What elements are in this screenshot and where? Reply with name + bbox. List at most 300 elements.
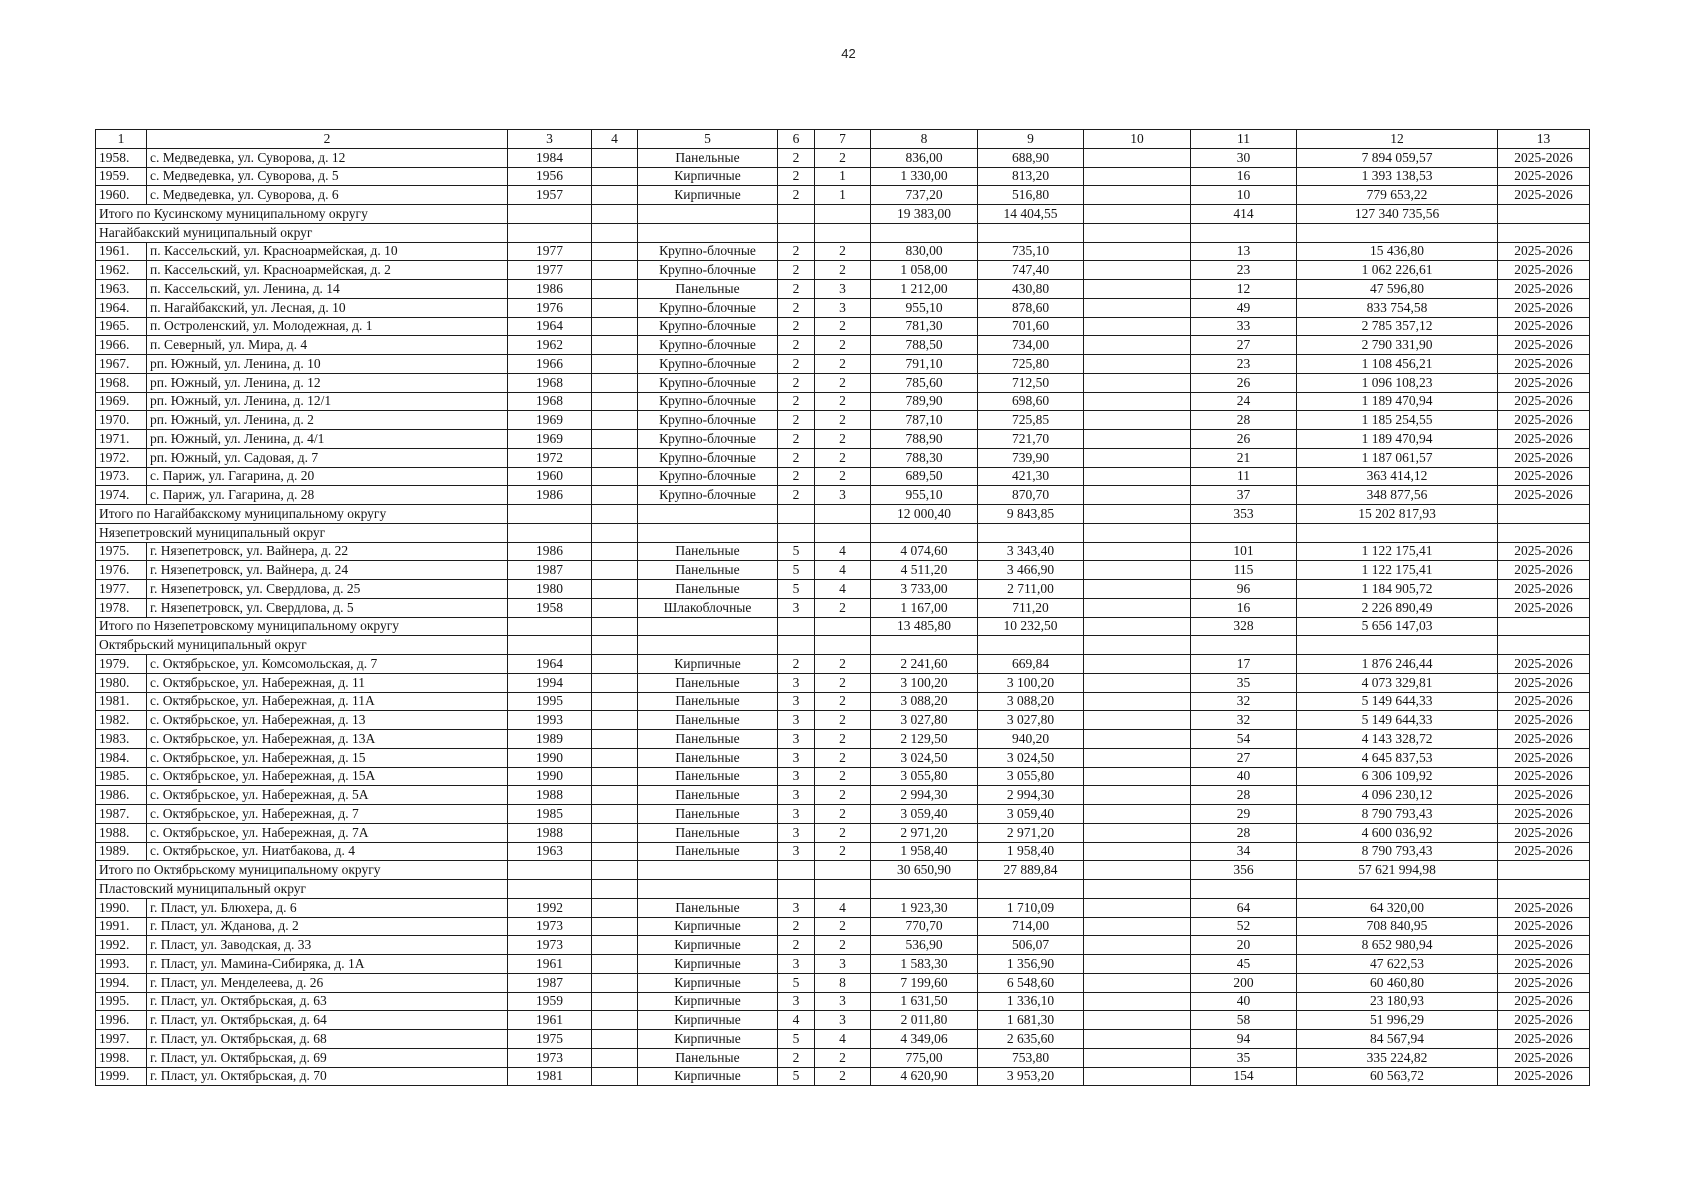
address-cell: п. Кассельский, ул. Красноармейская, д. 2 bbox=[147, 261, 508, 280]
table-row bbox=[96, 486, 1590, 505]
empty-cell bbox=[1191, 636, 1297, 655]
row-number-cell: 1976. bbox=[96, 561, 147, 580]
floors-cell: 2 bbox=[778, 392, 815, 411]
cost-cell: 8 790 793,43 bbox=[1297, 842, 1498, 861]
empty-cell bbox=[592, 373, 638, 392]
living-area-cell: 735,10 bbox=[978, 242, 1084, 261]
cost-cell: 2 226 890,49 bbox=[1297, 598, 1498, 617]
cost-cell: 5 149 644,33 bbox=[1297, 711, 1498, 730]
empty-cell bbox=[1084, 280, 1191, 299]
empty-cell bbox=[1498, 205, 1590, 224]
cost-cell: 1 187 061,57 bbox=[1297, 448, 1498, 467]
subtotal-row bbox=[96, 861, 1590, 880]
column-number-cell: 7 bbox=[815, 130, 871, 149]
wall-material-cell: Панельные bbox=[638, 748, 778, 767]
address-cell: с. Октябрьское, ул. Набережная, д. 7А bbox=[147, 823, 508, 842]
year-built-cell: 1987 bbox=[508, 973, 592, 992]
residents-cell: 28 bbox=[1191, 786, 1297, 805]
living-area-cell: 3 100,20 bbox=[978, 673, 1084, 692]
row-number-cell: 1968. bbox=[96, 373, 147, 392]
repair-period-cell: 2025-2026 bbox=[1498, 392, 1590, 411]
total-area-cell: 830,00 bbox=[871, 242, 978, 261]
total-area-cell: 788,30 bbox=[871, 448, 978, 467]
cost-cell: 4 073 329,81 bbox=[1297, 673, 1498, 692]
address-cell: с. Октябрьское, ул. Набережная, д. 13 bbox=[147, 711, 508, 730]
empty-cell bbox=[592, 317, 638, 336]
wall-material-cell: Кирпичные bbox=[638, 655, 778, 674]
empty-cell bbox=[1084, 411, 1191, 430]
living-area-cell: 1 958,40 bbox=[978, 842, 1084, 861]
row-number-cell: 1988. bbox=[96, 823, 147, 842]
empty-cell bbox=[592, 580, 638, 599]
address-cell: г. Нязепетровск, ул. Вайнера, д. 24 bbox=[147, 561, 508, 580]
empty-cell bbox=[592, 261, 638, 280]
year-built-cell: 1961 bbox=[508, 955, 592, 974]
year-built-cell: 1990 bbox=[508, 748, 592, 767]
year-built-cell: 1994 bbox=[508, 673, 592, 692]
year-built-cell: 1986 bbox=[508, 542, 592, 561]
column-number-cell: 2 bbox=[147, 130, 508, 149]
residents-cell: 10 bbox=[1191, 186, 1297, 205]
wall-material-cell: Крупно-блочные bbox=[638, 392, 778, 411]
floors-cell: 2 bbox=[778, 411, 815, 430]
empty-cell bbox=[778, 205, 815, 224]
repair-period-cell: 2025-2026 bbox=[1498, 280, 1590, 299]
table-row bbox=[96, 992, 1590, 1011]
cost-cell: 23 180,93 bbox=[1297, 992, 1498, 1011]
year-built-cell: 1964 bbox=[508, 317, 592, 336]
repair-period-cell: 2025-2026 bbox=[1498, 317, 1590, 336]
repair-period-cell: 2025-2026 bbox=[1498, 261, 1590, 280]
year-built-cell: 1981 bbox=[508, 1067, 592, 1086]
total-area-cell: 789,90 bbox=[871, 392, 978, 411]
table-row bbox=[96, 373, 1590, 392]
empty-cell bbox=[508, 205, 592, 224]
empty-cell bbox=[1191, 223, 1297, 242]
cost-cell: 1 096 108,23 bbox=[1297, 373, 1498, 392]
empty-cell bbox=[1297, 880, 1498, 899]
table-row bbox=[96, 148, 1590, 167]
total-area-cell: 4 511,20 bbox=[871, 561, 978, 580]
floors-cell: 2 bbox=[778, 917, 815, 936]
floors-cell: 5 bbox=[778, 973, 815, 992]
year-built-cell: 1961 bbox=[508, 1011, 592, 1030]
cost-cell: 4 645 837,53 bbox=[1297, 748, 1498, 767]
empty-cell bbox=[1084, 523, 1191, 542]
empty-cell bbox=[978, 523, 1084, 542]
empty-cell bbox=[871, 880, 978, 899]
address-cell: с. Медведевка, ул. Суворова, д. 12 bbox=[147, 148, 508, 167]
empty-cell bbox=[592, 842, 638, 861]
total-area-cell: 836,00 bbox=[871, 148, 978, 167]
entrances-cell: 2 bbox=[815, 673, 871, 692]
subtotal-cost-cell: 127 340 735,56 bbox=[1297, 205, 1498, 224]
empty-cell bbox=[1084, 223, 1191, 242]
entrances-cell: 2 bbox=[815, 767, 871, 786]
empty-cell bbox=[1084, 692, 1191, 711]
table-row bbox=[96, 767, 1590, 786]
floors-cell: 2 bbox=[778, 167, 815, 186]
residents-cell: 28 bbox=[1191, 411, 1297, 430]
floors-cell: 2 bbox=[778, 1048, 815, 1067]
wall-material-cell: Панельные bbox=[638, 898, 778, 917]
entrances-cell: 2 bbox=[815, 148, 871, 167]
wall-material-cell: Крупно-блочные bbox=[638, 486, 778, 505]
residents-cell: 12 bbox=[1191, 280, 1297, 299]
empty-cell bbox=[592, 973, 638, 992]
floors-cell: 5 bbox=[778, 1067, 815, 1086]
address-cell: рп. Южный, ул. Ленина, д. 2 bbox=[147, 411, 508, 430]
residents-cell: 94 bbox=[1191, 1030, 1297, 1049]
entrances-cell: 3 bbox=[815, 955, 871, 974]
floors-cell: 2 bbox=[778, 355, 815, 374]
table-row bbox=[96, 748, 1590, 767]
address-cell: г. Пласт, ул. Жданова, д. 2 bbox=[147, 917, 508, 936]
empty-cell bbox=[1191, 523, 1297, 542]
total-area-cell: 787,10 bbox=[871, 411, 978, 430]
row-number-cell: 1993. bbox=[96, 955, 147, 974]
year-built-cell: 1973 bbox=[508, 936, 592, 955]
row-number-cell: 1970. bbox=[96, 411, 147, 430]
address-cell: г. Пласт, ул. Октябрьская, д. 63 bbox=[147, 992, 508, 1011]
year-built-cell: 1962 bbox=[508, 336, 592, 355]
living-area-cell: 6 548,60 bbox=[978, 973, 1084, 992]
empty-cell bbox=[592, 430, 638, 449]
program-table-body bbox=[96, 130, 1590, 1086]
table-row bbox=[96, 655, 1590, 674]
living-area-cell: 3 343,40 bbox=[978, 542, 1084, 561]
subtotal-row bbox=[96, 205, 1590, 224]
empty-cell bbox=[1084, 242, 1191, 261]
section-title: Нязепетровский муниципальный округ bbox=[96, 523, 508, 542]
empty-cell bbox=[592, 486, 638, 505]
subtotal-residents-cell: 414 bbox=[1191, 205, 1297, 224]
entrances-cell: 2 bbox=[815, 786, 871, 805]
total-area-cell: 1 212,00 bbox=[871, 280, 978, 299]
row-number-cell: 1986. bbox=[96, 786, 147, 805]
column-number-cell: 12 bbox=[1297, 130, 1498, 149]
empty-cell bbox=[592, 242, 638, 261]
empty-cell bbox=[592, 598, 638, 617]
empty-cell bbox=[592, 767, 638, 786]
address-cell: г. Нязепетровск, ул. Вайнера, д. 22 bbox=[147, 542, 508, 561]
table-row bbox=[96, 242, 1590, 261]
living-area-cell: 3 953,20 bbox=[978, 1067, 1084, 1086]
total-area-cell: 3 088,20 bbox=[871, 692, 978, 711]
empty-cell bbox=[1084, 205, 1191, 224]
row-number-cell: 1995. bbox=[96, 992, 147, 1011]
empty-cell bbox=[815, 205, 871, 224]
entrances-cell: 3 bbox=[815, 280, 871, 299]
empty-cell bbox=[638, 617, 778, 636]
repair-period-cell: 2025-2026 bbox=[1498, 1030, 1590, 1049]
floors-cell: 2 bbox=[778, 655, 815, 674]
repair-period-cell: 2025-2026 bbox=[1498, 917, 1590, 936]
living-area-cell: 2 971,20 bbox=[978, 823, 1084, 842]
residents-cell: 20 bbox=[1191, 936, 1297, 955]
address-cell: с. Октябрьское, ул. Набережная, д. 11 bbox=[147, 673, 508, 692]
total-area-cell: 955,10 bbox=[871, 486, 978, 505]
year-built-cell: 1969 bbox=[508, 411, 592, 430]
living-area-cell: 430,80 bbox=[978, 280, 1084, 299]
entrances-cell: 2 bbox=[815, 936, 871, 955]
subtotal-row bbox=[96, 505, 1590, 524]
subtotal-total-area-cell: 13 485,80 bbox=[871, 617, 978, 636]
repair-period-cell: 2025-2026 bbox=[1498, 692, 1590, 711]
column-number-cell: 13 bbox=[1498, 130, 1590, 149]
empty-cell bbox=[592, 655, 638, 674]
table-row bbox=[96, 317, 1590, 336]
empty-cell bbox=[1084, 373, 1191, 392]
empty-cell bbox=[638, 205, 778, 224]
row-number-cell: 1958. bbox=[96, 148, 147, 167]
cost-cell: 64 320,00 bbox=[1297, 898, 1498, 917]
empty-cell bbox=[592, 561, 638, 580]
repair-period-cell: 2025-2026 bbox=[1498, 711, 1590, 730]
address-cell: рп. Южный, ул. Ленина, д. 4/1 bbox=[147, 430, 508, 449]
entrances-cell: 2 bbox=[815, 411, 871, 430]
year-built-cell: 1987 bbox=[508, 561, 592, 580]
floors-cell: 2 bbox=[778, 242, 815, 261]
table-row bbox=[96, 1011, 1590, 1030]
section-header-row bbox=[96, 636, 1590, 655]
total-area-cell: 3 027,80 bbox=[871, 711, 978, 730]
empty-cell bbox=[1084, 1011, 1191, 1030]
year-built-cell: 1992 bbox=[508, 898, 592, 917]
row-number-cell: 1994. bbox=[96, 973, 147, 992]
cost-cell: 708 840,95 bbox=[1297, 917, 1498, 936]
cost-cell: 84 567,94 bbox=[1297, 1030, 1498, 1049]
subtotal-cost-cell: 15 202 817,93 bbox=[1297, 505, 1498, 524]
empty-cell bbox=[778, 617, 815, 636]
entrances-cell: 2 bbox=[815, 598, 871, 617]
entrances-cell: 4 bbox=[815, 1030, 871, 1049]
wall-material-cell: Кирпичные bbox=[638, 167, 778, 186]
address-cell: г. Пласт, ул. Блюхера, д. 6 bbox=[147, 898, 508, 917]
living-area-cell: 2 994,30 bbox=[978, 786, 1084, 805]
wall-material-cell: Кирпичные bbox=[638, 1030, 778, 1049]
address-cell: рп. Южный, ул. Садовая, д. 7 bbox=[147, 448, 508, 467]
living-area-cell: 2 711,00 bbox=[978, 580, 1084, 599]
cost-cell: 1 122 175,41 bbox=[1297, 542, 1498, 561]
address-cell: с. Октябрьское, ул. Набережная, д. 11А bbox=[147, 692, 508, 711]
total-area-cell: 1 058,00 bbox=[871, 261, 978, 280]
wall-material-cell: Панельные bbox=[638, 1048, 778, 1067]
table-row bbox=[96, 580, 1590, 599]
wall-material-cell: Панельные bbox=[638, 711, 778, 730]
empty-cell bbox=[508, 223, 592, 242]
wall-material-cell: Панельные bbox=[638, 561, 778, 580]
address-cell: с. Октябрьское, ул. Набережная, д. 7 bbox=[147, 805, 508, 824]
entrances-cell: 2 bbox=[815, 711, 871, 730]
empty-cell bbox=[508, 523, 592, 542]
address-cell: п. Северный, ул. Мира, д. 4 bbox=[147, 336, 508, 355]
total-area-cell: 1 583,30 bbox=[871, 955, 978, 974]
wall-material-cell: Крупно-блочные bbox=[638, 242, 778, 261]
empty-cell bbox=[1084, 673, 1191, 692]
total-area-cell: 770,70 bbox=[871, 917, 978, 936]
living-area-cell: 1 710,09 bbox=[978, 898, 1084, 917]
cost-cell: 1 876 246,44 bbox=[1297, 655, 1498, 674]
residents-cell: 45 bbox=[1191, 955, 1297, 974]
entrances-cell: 4 bbox=[815, 542, 871, 561]
living-area-cell: 1 336,10 bbox=[978, 992, 1084, 1011]
empty-cell bbox=[1498, 636, 1590, 655]
page-number: 42 bbox=[841, 46, 856, 61]
entrances-cell: 3 bbox=[815, 298, 871, 317]
repair-period-cell: 2025-2026 bbox=[1498, 167, 1590, 186]
entrances-cell: 3 bbox=[815, 1011, 871, 1030]
empty-cell bbox=[1498, 617, 1590, 636]
section-header-row bbox=[96, 523, 1590, 542]
entrances-cell: 2 bbox=[815, 392, 871, 411]
address-cell: п. Остроленский, ул. Молодежная, д. 1 bbox=[147, 317, 508, 336]
entrances-cell: 4 bbox=[815, 898, 871, 917]
entrances-cell: 2 bbox=[815, 373, 871, 392]
repair-period-cell: 2025-2026 bbox=[1498, 486, 1590, 505]
living-area-cell: 1 356,90 bbox=[978, 955, 1084, 974]
cost-cell: 5 149 644,33 bbox=[1297, 692, 1498, 711]
empty-cell bbox=[1084, 317, 1191, 336]
row-number-cell: 1977. bbox=[96, 580, 147, 599]
empty-cell bbox=[1084, 186, 1191, 205]
empty-cell bbox=[1084, 430, 1191, 449]
empty-cell bbox=[1084, 917, 1191, 936]
cost-cell: 4 143 328,72 bbox=[1297, 730, 1498, 749]
floors-cell: 2 bbox=[778, 280, 815, 299]
repair-period-cell: 2025-2026 bbox=[1498, 1067, 1590, 1086]
empty-cell bbox=[1084, 636, 1191, 655]
empty-cell bbox=[1084, 730, 1191, 749]
repair-period-cell: 2025-2026 bbox=[1498, 373, 1590, 392]
address-cell: г. Пласт, ул. Октябрьская, д. 69 bbox=[147, 1048, 508, 1067]
address-cell: с. Октябрьское, ул. Набережная, д. 15 bbox=[147, 748, 508, 767]
floors-cell: 3 bbox=[778, 748, 815, 767]
row-number-cell: 1975. bbox=[96, 542, 147, 561]
address-cell: с. Октябрьское, ул. Набережная, д. 15А bbox=[147, 767, 508, 786]
table-row bbox=[96, 936, 1590, 955]
residents-cell: 40 bbox=[1191, 992, 1297, 1011]
residents-cell: 32 bbox=[1191, 711, 1297, 730]
total-area-cell: 955,10 bbox=[871, 298, 978, 317]
empty-cell bbox=[592, 898, 638, 917]
total-area-cell: 689,50 bbox=[871, 467, 978, 486]
wall-material-cell: Крупно-блочные bbox=[638, 261, 778, 280]
total-area-cell: 4 074,60 bbox=[871, 542, 978, 561]
table-row bbox=[96, 673, 1590, 692]
entrances-cell: 2 bbox=[815, 1067, 871, 1086]
empty-cell bbox=[592, 748, 638, 767]
total-area-cell: 3 024,50 bbox=[871, 748, 978, 767]
cost-cell: 1 185 254,55 bbox=[1297, 411, 1498, 430]
entrances-cell: 4 bbox=[815, 580, 871, 599]
empty-cell bbox=[1297, 636, 1498, 655]
floors-cell: 5 bbox=[778, 561, 815, 580]
living-area-cell: 725,85 bbox=[978, 411, 1084, 430]
total-area-cell: 2 994,30 bbox=[871, 786, 978, 805]
cost-cell: 363 414,12 bbox=[1297, 467, 1498, 486]
residents-cell: 26 bbox=[1191, 373, 1297, 392]
year-built-cell: 1984 bbox=[508, 148, 592, 167]
column-number-cell: 8 bbox=[871, 130, 978, 149]
entrances-cell: 2 bbox=[815, 823, 871, 842]
entrances-cell: 2 bbox=[815, 242, 871, 261]
subtotal-label: Итого по Нязепетровскому муниципальному округу bbox=[96, 617, 508, 636]
residents-cell: 35 bbox=[1191, 1048, 1297, 1067]
empty-cell bbox=[815, 861, 871, 880]
row-number-cell: 1997. bbox=[96, 1030, 147, 1049]
section-header-row bbox=[96, 223, 1590, 242]
column-number-cell: 1 bbox=[96, 130, 147, 149]
wall-material-cell: Панельные bbox=[638, 786, 778, 805]
section-header-row bbox=[96, 880, 1590, 899]
entrances-cell: 2 bbox=[815, 1048, 871, 1067]
empty-cell bbox=[592, 711, 638, 730]
empty-cell bbox=[1084, 148, 1191, 167]
living-area-cell: 701,60 bbox=[978, 317, 1084, 336]
year-built-cell: 1973 bbox=[508, 1048, 592, 1067]
total-area-cell: 7 199,60 bbox=[871, 973, 978, 992]
living-area-cell: 813,20 bbox=[978, 167, 1084, 186]
wall-material-cell: Кирпичные bbox=[638, 1067, 778, 1086]
living-area-cell: 878,60 bbox=[978, 298, 1084, 317]
subtotal-cost-cell: 5 656 147,03 bbox=[1297, 617, 1498, 636]
table-row bbox=[96, 598, 1590, 617]
entrances-cell: 2 bbox=[815, 842, 871, 861]
row-number-cell: 1963. bbox=[96, 280, 147, 299]
column-number-cell: 4 bbox=[592, 130, 638, 149]
row-number-cell: 1987. bbox=[96, 805, 147, 824]
cost-cell: 1 062 226,61 bbox=[1297, 261, 1498, 280]
total-area-cell: 781,30 bbox=[871, 317, 978, 336]
empty-cell bbox=[871, 523, 978, 542]
living-area-cell: 870,70 bbox=[978, 486, 1084, 505]
year-built-cell: 1985 bbox=[508, 805, 592, 824]
table-row bbox=[96, 973, 1590, 992]
empty-cell bbox=[1084, 392, 1191, 411]
subtotal-total-area-cell: 12 000,40 bbox=[871, 505, 978, 524]
repair-period-cell: 2025-2026 bbox=[1498, 336, 1590, 355]
total-area-cell: 3 100,20 bbox=[871, 673, 978, 692]
wall-material-cell: Панельные bbox=[638, 730, 778, 749]
repair-period-cell: 2025-2026 bbox=[1498, 786, 1590, 805]
wall-material-cell: Крупно-блочные bbox=[638, 298, 778, 317]
empty-cell bbox=[1498, 861, 1590, 880]
empty-cell bbox=[592, 205, 638, 224]
cost-cell: 60 563,72 bbox=[1297, 1067, 1498, 1086]
empty-cell bbox=[592, 823, 638, 842]
residents-cell: 54 bbox=[1191, 730, 1297, 749]
row-number-cell: 1973. bbox=[96, 467, 147, 486]
column-number-cell: 9 bbox=[978, 130, 1084, 149]
repair-period-cell: 2025-2026 bbox=[1498, 448, 1590, 467]
empty-cell bbox=[592, 730, 638, 749]
total-area-cell: 737,20 bbox=[871, 186, 978, 205]
floors-cell: 3 bbox=[778, 805, 815, 824]
empty-cell bbox=[778, 636, 815, 655]
total-area-cell: 2 129,50 bbox=[871, 730, 978, 749]
floors-cell: 2 bbox=[778, 298, 815, 317]
repair-period-cell: 2025-2026 bbox=[1498, 298, 1590, 317]
empty-cell bbox=[1084, 467, 1191, 486]
cost-cell: 47 622,53 bbox=[1297, 955, 1498, 974]
table-row bbox=[96, 1030, 1590, 1049]
residents-cell: 52 bbox=[1191, 917, 1297, 936]
empty-cell bbox=[508, 505, 592, 524]
floors-cell: 3 bbox=[778, 842, 815, 861]
empty-cell bbox=[638, 861, 778, 880]
subtotal-living-area-cell: 27 889,84 bbox=[978, 861, 1084, 880]
